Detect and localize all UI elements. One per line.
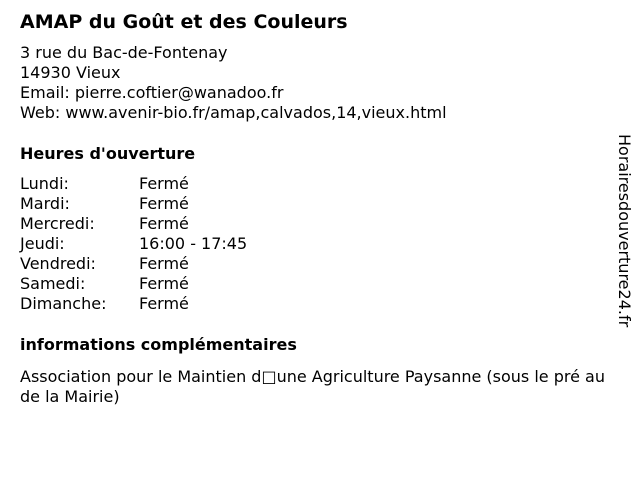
time-value: Fermé <box>139 274 189 293</box>
street-address: 3 rue du Bac-de-Fontenay <box>20 43 228 62</box>
info-heading: informations complémentaires <box>20 335 297 354</box>
day-label: Dimanche: <box>20 294 107 313</box>
day-label: Jeudi: <box>20 234 65 253</box>
hours-row-monday <box>20 174 608 194</box>
hours-row-thursday <box>20 234 608 254</box>
city-line: 14930 Vieux <box>20 63 121 82</box>
address-block <box>20 43 608 123</box>
day-label: Mardi: <box>20 194 70 213</box>
web-line: Web: www.avenir-bio.fr/amap,calvados,14,vieux.html <box>20 103 447 122</box>
email-line: Email: pierre.coftier@wanadoo.fr <box>20 83 284 102</box>
business-title: AMAP du Goût et des Couleurs <box>20 11 348 33</box>
hours-row-friday <box>20 254 608 274</box>
hours-row-tuesday <box>20 194 608 214</box>
time-value: Fermé <box>139 174 189 193</box>
main-content <box>20 10 608 407</box>
day-label: Lundi: <box>20 174 69 193</box>
hours-heading: Heures d'ouverture <box>20 144 196 163</box>
hours-row-wednesday <box>20 214 608 234</box>
time-value: Fermé <box>139 214 189 233</box>
time-value: 16:00 - 17:45 <box>139 234 248 253</box>
hours-row-saturday <box>20 274 608 294</box>
brand-watermark: Horairesdouverture24.fr <box>615 134 634 328</box>
time-value: Fermé <box>139 254 189 273</box>
day-label: Vendredi: <box>20 254 96 273</box>
info-description: Association pour le Maintien d□une Agriculture Paysanne (sous le pré au de la Mairie) <box>20 367 605 406</box>
time-value: Fermé <box>139 294 189 313</box>
time-value: Fermé <box>139 194 189 213</box>
day-label: Mercredi: <box>20 214 95 233</box>
opening-hours-table <box>20 174 608 314</box>
hours-row-sunday <box>20 294 608 314</box>
day-label: Samedi: <box>20 274 86 293</box>
